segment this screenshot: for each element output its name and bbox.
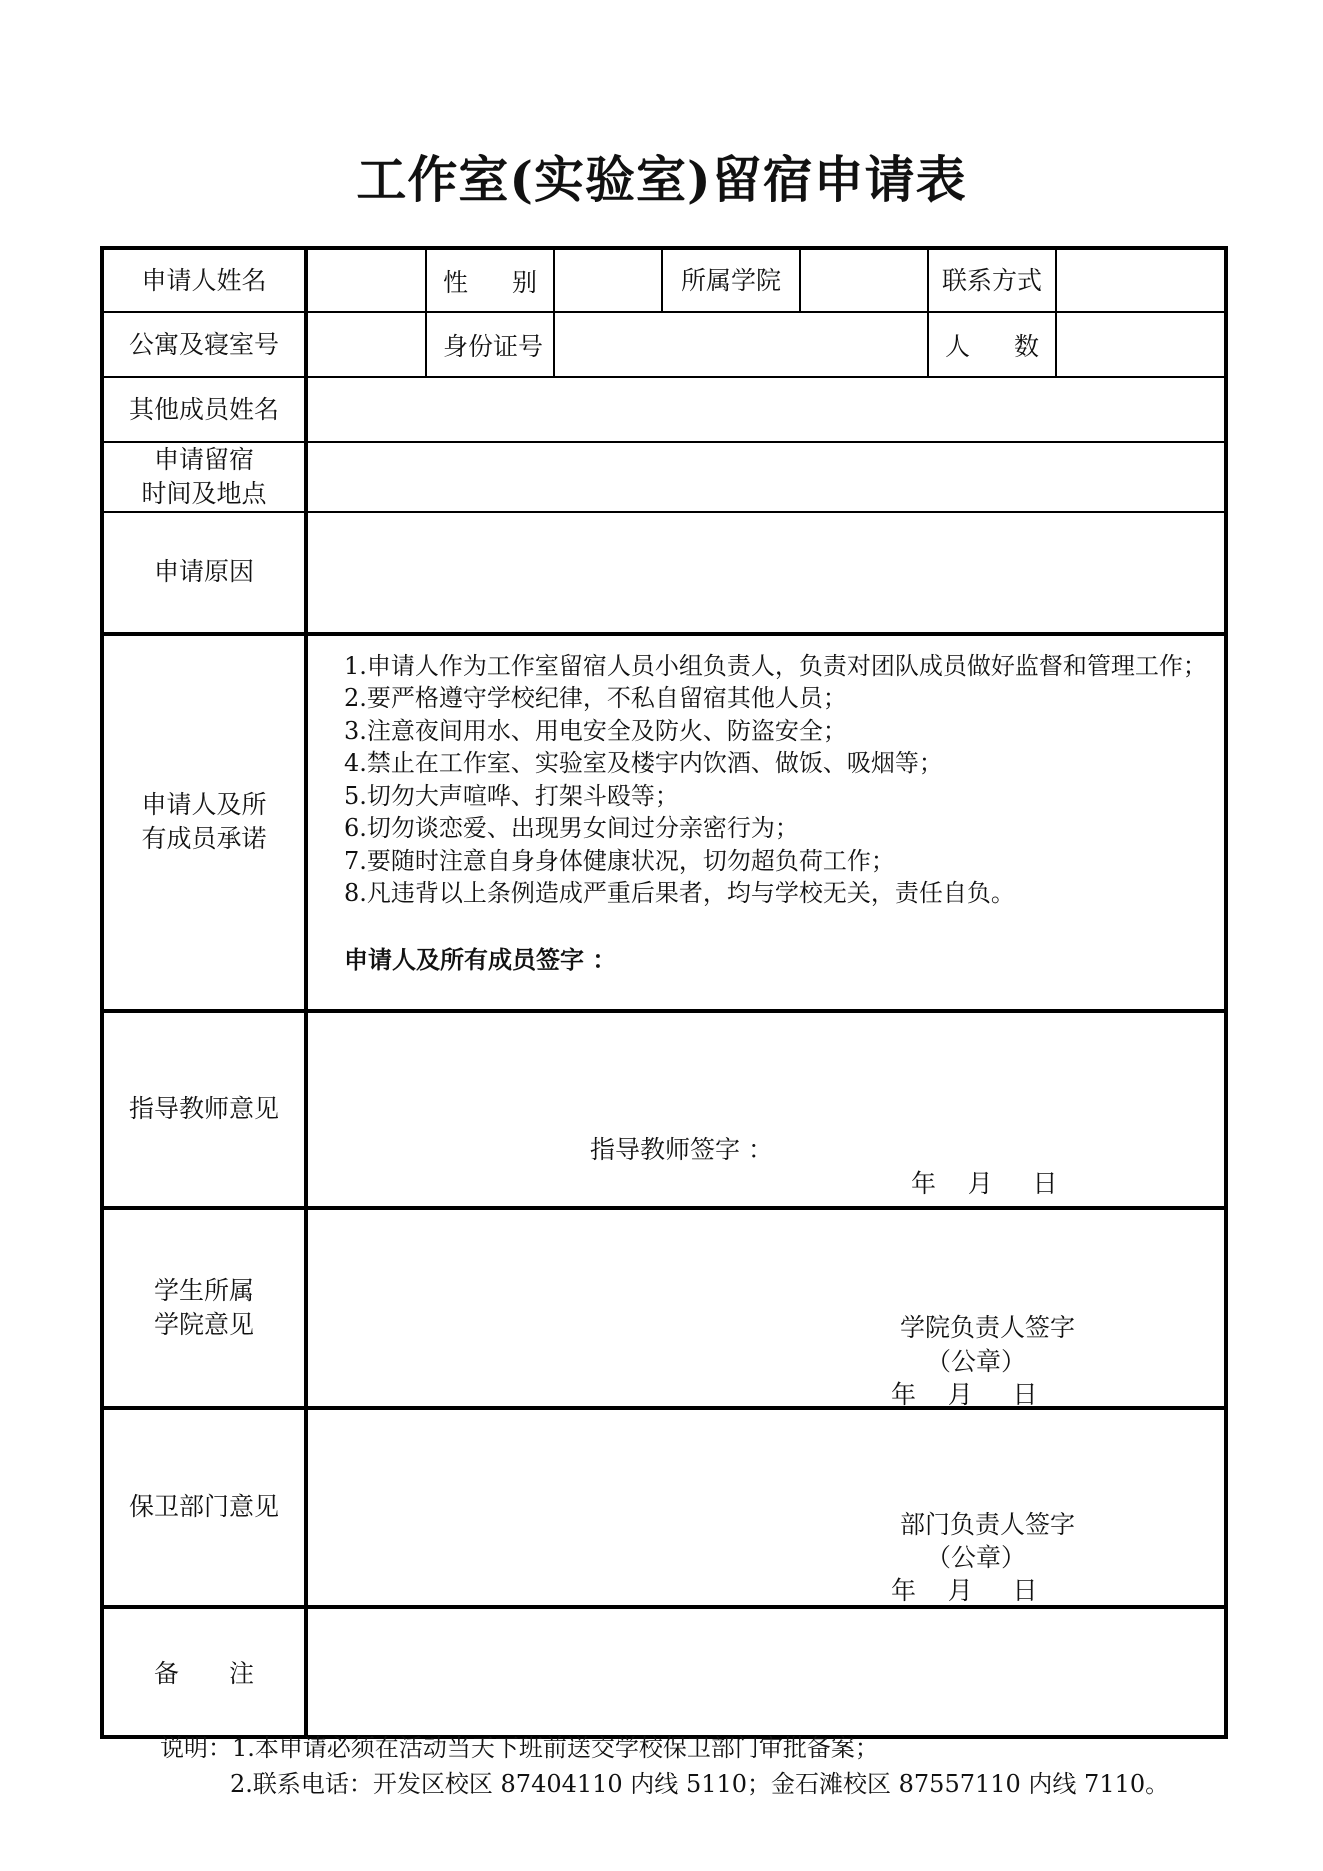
college-date-label: 年 月 日	[891, 1379, 1038, 1409]
row-remarks	[102, 1607, 1226, 1737]
promise-item: 7.要随时注意自身身体健康状况，切勿超负荷工作；	[344, 846, 895, 875]
field-dorm[interactable]	[306, 312, 426, 377]
promise-item: 8.凡违背以上条例造成严重后果者，均与学校无关，责任自负。	[344, 879, 1015, 907]
dept-signature-label: 部门负责人签字	[900, 1509, 1076, 1539]
row-college-opinion	[102, 1208, 1226, 1408]
label-gender: 性 别	[426, 248, 554, 312]
field-id-number[interactable]	[554, 312, 928, 377]
application-form-table	[100, 246, 1228, 1739]
promise-list	[344, 650, 1224, 910]
field-reason[interactable]	[306, 512, 1226, 634]
footer-notes	[160, 1730, 1169, 1802]
label-other-members: 其他成员姓名	[102, 377, 306, 442]
label-security-opinion: 保卫部门意见	[102, 1408, 306, 1607]
row-reason	[102, 512, 1226, 634]
dept-seal-label: （公章）	[926, 1542, 1027, 1572]
row-security-opinion	[102, 1408, 1226, 1607]
field-other-members[interactable]	[306, 377, 1226, 442]
label-reason: 申请原因	[102, 512, 306, 634]
field-contact[interactable]	[1056, 248, 1226, 312]
promise-item: 2.要严格遵守学校纪律，不私自留宿其他人员；	[344, 684, 847, 712]
field-stay-time-place[interactable]	[306, 442, 1226, 512]
row-promise	[102, 634, 1226, 1011]
promise-content	[306, 634, 1226, 1011]
promise-item: 4.禁止在工作室、实验室及楼宇内饮酒、做饭、吸烟等；	[344, 749, 943, 777]
row-teacher-opinion	[102, 1011, 1226, 1208]
field-college-opinion[interactable]	[306, 1208, 1226, 1408]
promise-item: 5.切勿大声喧哗、打架斗殴等；	[344, 781, 679, 810]
label-remarks: 备 注	[102, 1607, 306, 1737]
college-seal-label: （公章）	[926, 1346, 1027, 1376]
promise-item: 6.切勿谈恋爱、出现男女间过分亲密行为；	[344, 814, 799, 842]
label-dorm: 公寓及寝室号	[102, 312, 306, 377]
label-applicant-name: 申请人姓名	[102, 248, 306, 312]
promise-signature-label: 申请人及所有成员签字 ：	[344, 944, 617, 974]
row-dorm-info	[102, 312, 1226, 377]
label-contact: 联系方式	[928, 248, 1056, 312]
promise-item: 1.申请人作为工作室留宿人员小组负责人，负责对团队成员做好监督和管理工作；	[344, 651, 1207, 680]
field-count[interactable]	[1056, 312, 1226, 377]
teacher-signature-label: 指导教师签字 ：	[590, 1134, 773, 1164]
row-stay-time-place	[102, 442, 1226, 512]
label-teacher-opinion: 指导教师意见	[102, 1011, 306, 1208]
row-other-members	[102, 377, 1226, 442]
note-line-1: 说明：1.本申请必须在活动当天下班前送交学校保卫部门审批备案；	[160, 1734, 879, 1762]
note-line-2: 2.联系电话：开发区校区 87404110 内线 5110；金石滩校区 87557110 内线 7110。	[230, 1770, 1170, 1798]
label-college-opinion: 学生所属 学院意见	[102, 1208, 306, 1408]
dept-date-label: 年 月 日	[891, 1575, 1038, 1605]
label-promise: 申请人及所 有成员承诺	[102, 634, 306, 1011]
label-count: 人 数	[928, 312, 1056, 377]
promise-item: 3.注意夜间用水、用电安全及防火、防盗安全；	[344, 716, 847, 745]
field-remarks[interactable]	[306, 1607, 1226, 1737]
label-stay-time-place: 申请留宿 时间及地点	[102, 442, 306, 512]
label-college: 所属学院	[662, 248, 800, 312]
field-applicant-name[interactable]	[306, 248, 426, 312]
field-gender[interactable]	[554, 248, 662, 312]
label-id-number: 身份证号	[426, 312, 554, 377]
field-teacher-opinion[interactable]	[306, 1011, 1226, 1208]
row-basic-info	[102, 248, 1226, 312]
college-signature-label: 学院负责人签字	[900, 1312, 1076, 1342]
field-security-opinion[interactable]	[306, 1408, 1226, 1607]
field-college[interactable]	[800, 248, 928, 312]
teacher-date-label: 年 月 日	[911, 1168, 1058, 1198]
page-title: 工作室(实验室)留宿申请表	[356, 150, 967, 209]
